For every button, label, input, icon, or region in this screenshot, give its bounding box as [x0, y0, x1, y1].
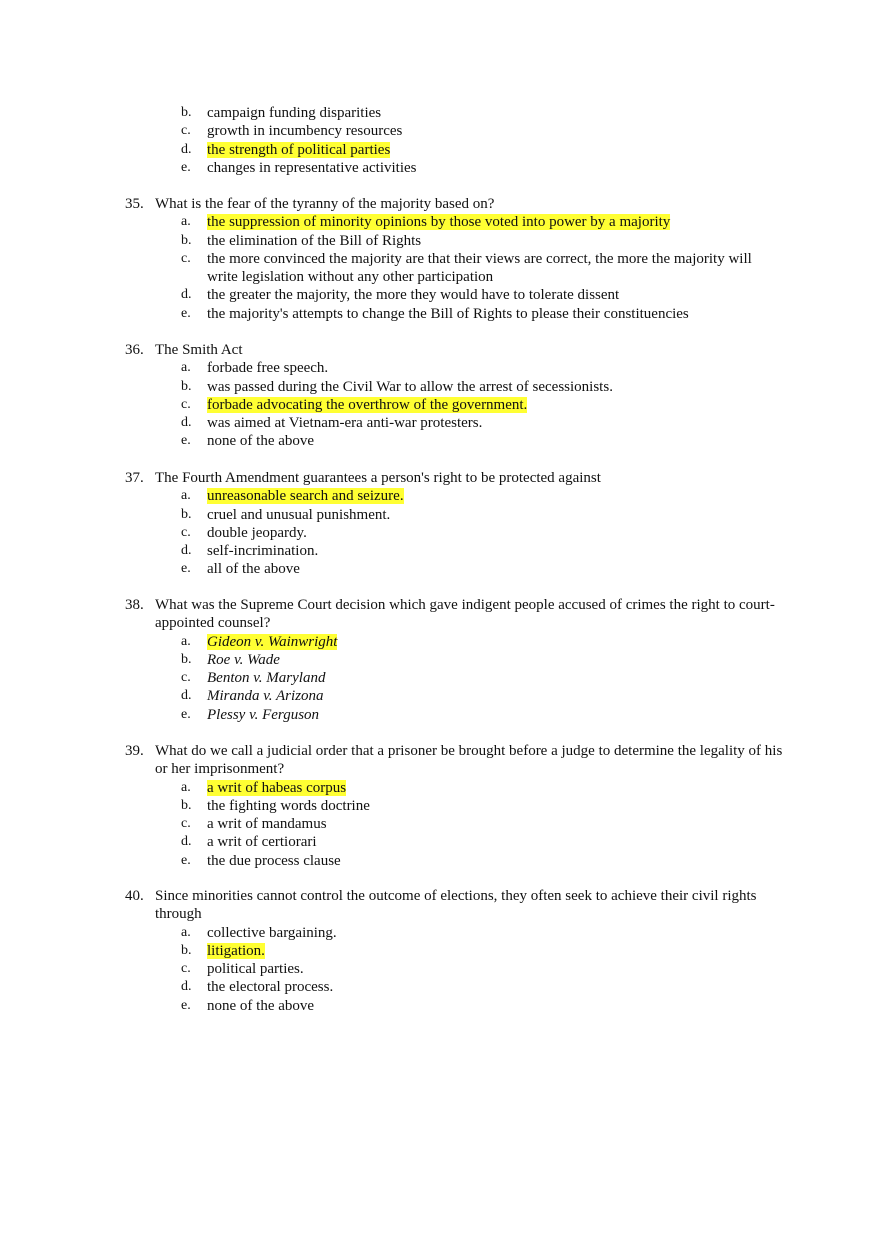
option-a-correct: a. the suppression of minority opinions by those voted into power by a majority — [181, 214, 671, 231]
option-text: the greater the majority, the more they would have to tolerate dissent — [207, 287, 620, 304]
question-text: What do we call a judicial order that a prisoner be brought before a judge to determine the legality of his or her imprisonment? — [155, 743, 783, 778]
option-text: the majority's attempts to change the Bill of Rights to please their constituencies — [207, 305, 689, 322]
option-e: e. all of the above — [125, 560, 785, 578]
question-39 — [125, 742, 785, 870]
option-c: c. political parties. — [125, 960, 785, 978]
option-c: c. double jeopardy. — [125, 524, 785, 542]
option-text: collective bargaining. — [207, 924, 337, 941]
option-d: d. the electoral process. — [125, 978, 785, 996]
option-text: the more convinced the majority are that their views are correct, the more the majority will write legislation without any other participation — [207, 250, 752, 286]
option-text: self-incrimination. — [207, 543, 319, 560]
answer-options — [125, 213, 785, 323]
option-e: e. changes in representative activities — [125, 159, 785, 177]
question-36 — [125, 341, 785, 451]
option-e: e. the due process clause — [125, 852, 785, 870]
option-d: d. self-incrimination. — [125, 542, 785, 560]
option-text: the elimination of the Bill of Rights — [207, 232, 422, 249]
highlighted-answer: Gideon v. Wainwright — [207, 633, 338, 650]
question-number: 37. — [125, 470, 144, 486]
option-d: d. the greater the majority, the more they would have to tolerate dissent — [125, 286, 785, 304]
option-c: c. the more convinced the majority are that their views are correct, the more the majority will write legislation without any other participation — [125, 250, 785, 287]
question-number: 40. — [125, 888, 144, 904]
option-c: c. growth in incumbency resources — [125, 122, 785, 140]
option-text: Miranda v. Arizona — [207, 688, 324, 705]
option-b: b. campaign funding disparities — [125, 104, 785, 122]
option-text: a writ of certiorari — [207, 834, 317, 851]
answer-options — [125, 359, 785, 450]
answer-options — [125, 487, 785, 578]
question-40 — [125, 887, 785, 1015]
option-text: the fighting words doctrine — [207, 797, 370, 814]
question-text: What was the Supreme Court decision which gave indigent people accused of crimes the right to court-appointed counsel? — [155, 597, 775, 632]
option-text: double jeopardy. — [207, 524, 307, 541]
question-35 — [125, 195, 785, 323]
option-c-correct: c. forbade advocating the overthrow of the government. — [181, 396, 528, 413]
option-text: the due process clause — [207, 852, 341, 869]
highlighted-answer: forbade advocating the overthrow of the government. — [207, 396, 528, 413]
question-37 — [125, 469, 785, 579]
question-number: 39. — [125, 743, 144, 759]
option-e: e. none of the above — [125, 432, 785, 450]
option-d: d. a writ of certiorari — [125, 833, 785, 851]
option-text: forbade free speech. — [207, 360, 329, 377]
option-text: Plessy v. Ferguson — [207, 706, 320, 723]
option-a-correct: a. a writ of habeas corpus — [181, 779, 347, 796]
option-a-correct: a. Gideon v. Wainwright — [181, 633, 338, 650]
option-e: e. Plessy v. Ferguson — [125, 706, 785, 724]
question-text: The Fourth Amendment guarantees a person's right to be protected against — [155, 470, 601, 486]
highlighted-answer: the suppression of minority opinions by those voted into power by a majority — [207, 214, 671, 231]
option-text: Benton v. Maryland — [207, 670, 326, 687]
question-text: Since minorities cannot control the outcome of elections, they often seek to achieve their civil rights through — [155, 888, 757, 923]
highlighted-answer: unreasonable search and seizure. — [207, 488, 404, 505]
option-e: e. the majority's attempts to change the Bill of Rights to please their constituencies — [125, 305, 785, 323]
highlighted-answer: a writ of habeas corpus — [207, 779, 347, 796]
option-text: was passed during the Civil War to allow the arrest of secessionists. — [207, 378, 613, 395]
option-a: a. forbade free speech. — [125, 359, 785, 377]
option-b: b. the fighting words doctrine — [125, 797, 785, 815]
option-text: changes in representative activities — [207, 159, 417, 176]
option-b-correct: b. litigation. — [181, 942, 265, 959]
option-text: Roe v. Wade — [207, 651, 280, 668]
option-b: b. Roe v. Wade — [125, 651, 785, 669]
option-text: the electoral process. — [207, 979, 334, 996]
option-text: none of the above — [207, 433, 315, 450]
highlighted-answer: the strength of political parties — [207, 141, 391, 158]
question-number: 36. — [125, 342, 144, 358]
question-text: The Smith Act — [155, 342, 243, 358]
option-a: a. collective bargaining. — [125, 924, 785, 942]
option-d: d. Miranda v. Arizona — [125, 687, 785, 705]
option-a-correct: a. unreasonable search and seizure. — [181, 488, 404, 505]
option-c: c. a writ of mandamus — [125, 815, 785, 833]
question-34-continuation — [125, 104, 785, 177]
answer-options — [125, 779, 785, 870]
option-e: e. none of the above — [125, 997, 785, 1015]
answer-options — [125, 104, 785, 177]
option-b: b. was passed during the Civil War to allow the arrest of secessionists. — [125, 378, 785, 396]
answer-options — [125, 633, 785, 724]
option-text: none of the above — [207, 997, 315, 1014]
option-text: cruel and unusual punishment. — [207, 506, 391, 523]
option-text: campaign funding disparities — [207, 105, 382, 121]
question-text: What is the fear of the tyranny of the majority based on? — [155, 196, 495, 212]
option-c: c. Benton v. Maryland — [125, 669, 785, 687]
question-number: 38. — [125, 597, 144, 613]
option-text: a writ of mandamus — [207, 816, 327, 833]
answer-options — [125, 924, 785, 1015]
question-38 — [125, 596, 785, 724]
option-b: b. cruel and unusual punishment. — [125, 506, 785, 524]
highlighted-answer: litigation. — [207, 942, 265, 959]
option-d: d. was aimed at Vietnam-era anti-war protesters. — [125, 414, 785, 432]
option-d-correct: d. the strength of political parties — [181, 141, 391, 158]
option-text: political parties. — [207, 961, 304, 978]
option-text: growth in incumbency resources — [207, 123, 403, 140]
option-text: was aimed at Vietnam-era anti-war protesters. — [207, 415, 483, 432]
question-number: 35. — [125, 196, 144, 212]
option-b: b. the elimination of the Bill of Rights — [125, 232, 785, 250]
option-text: all of the above — [207, 561, 300, 578]
